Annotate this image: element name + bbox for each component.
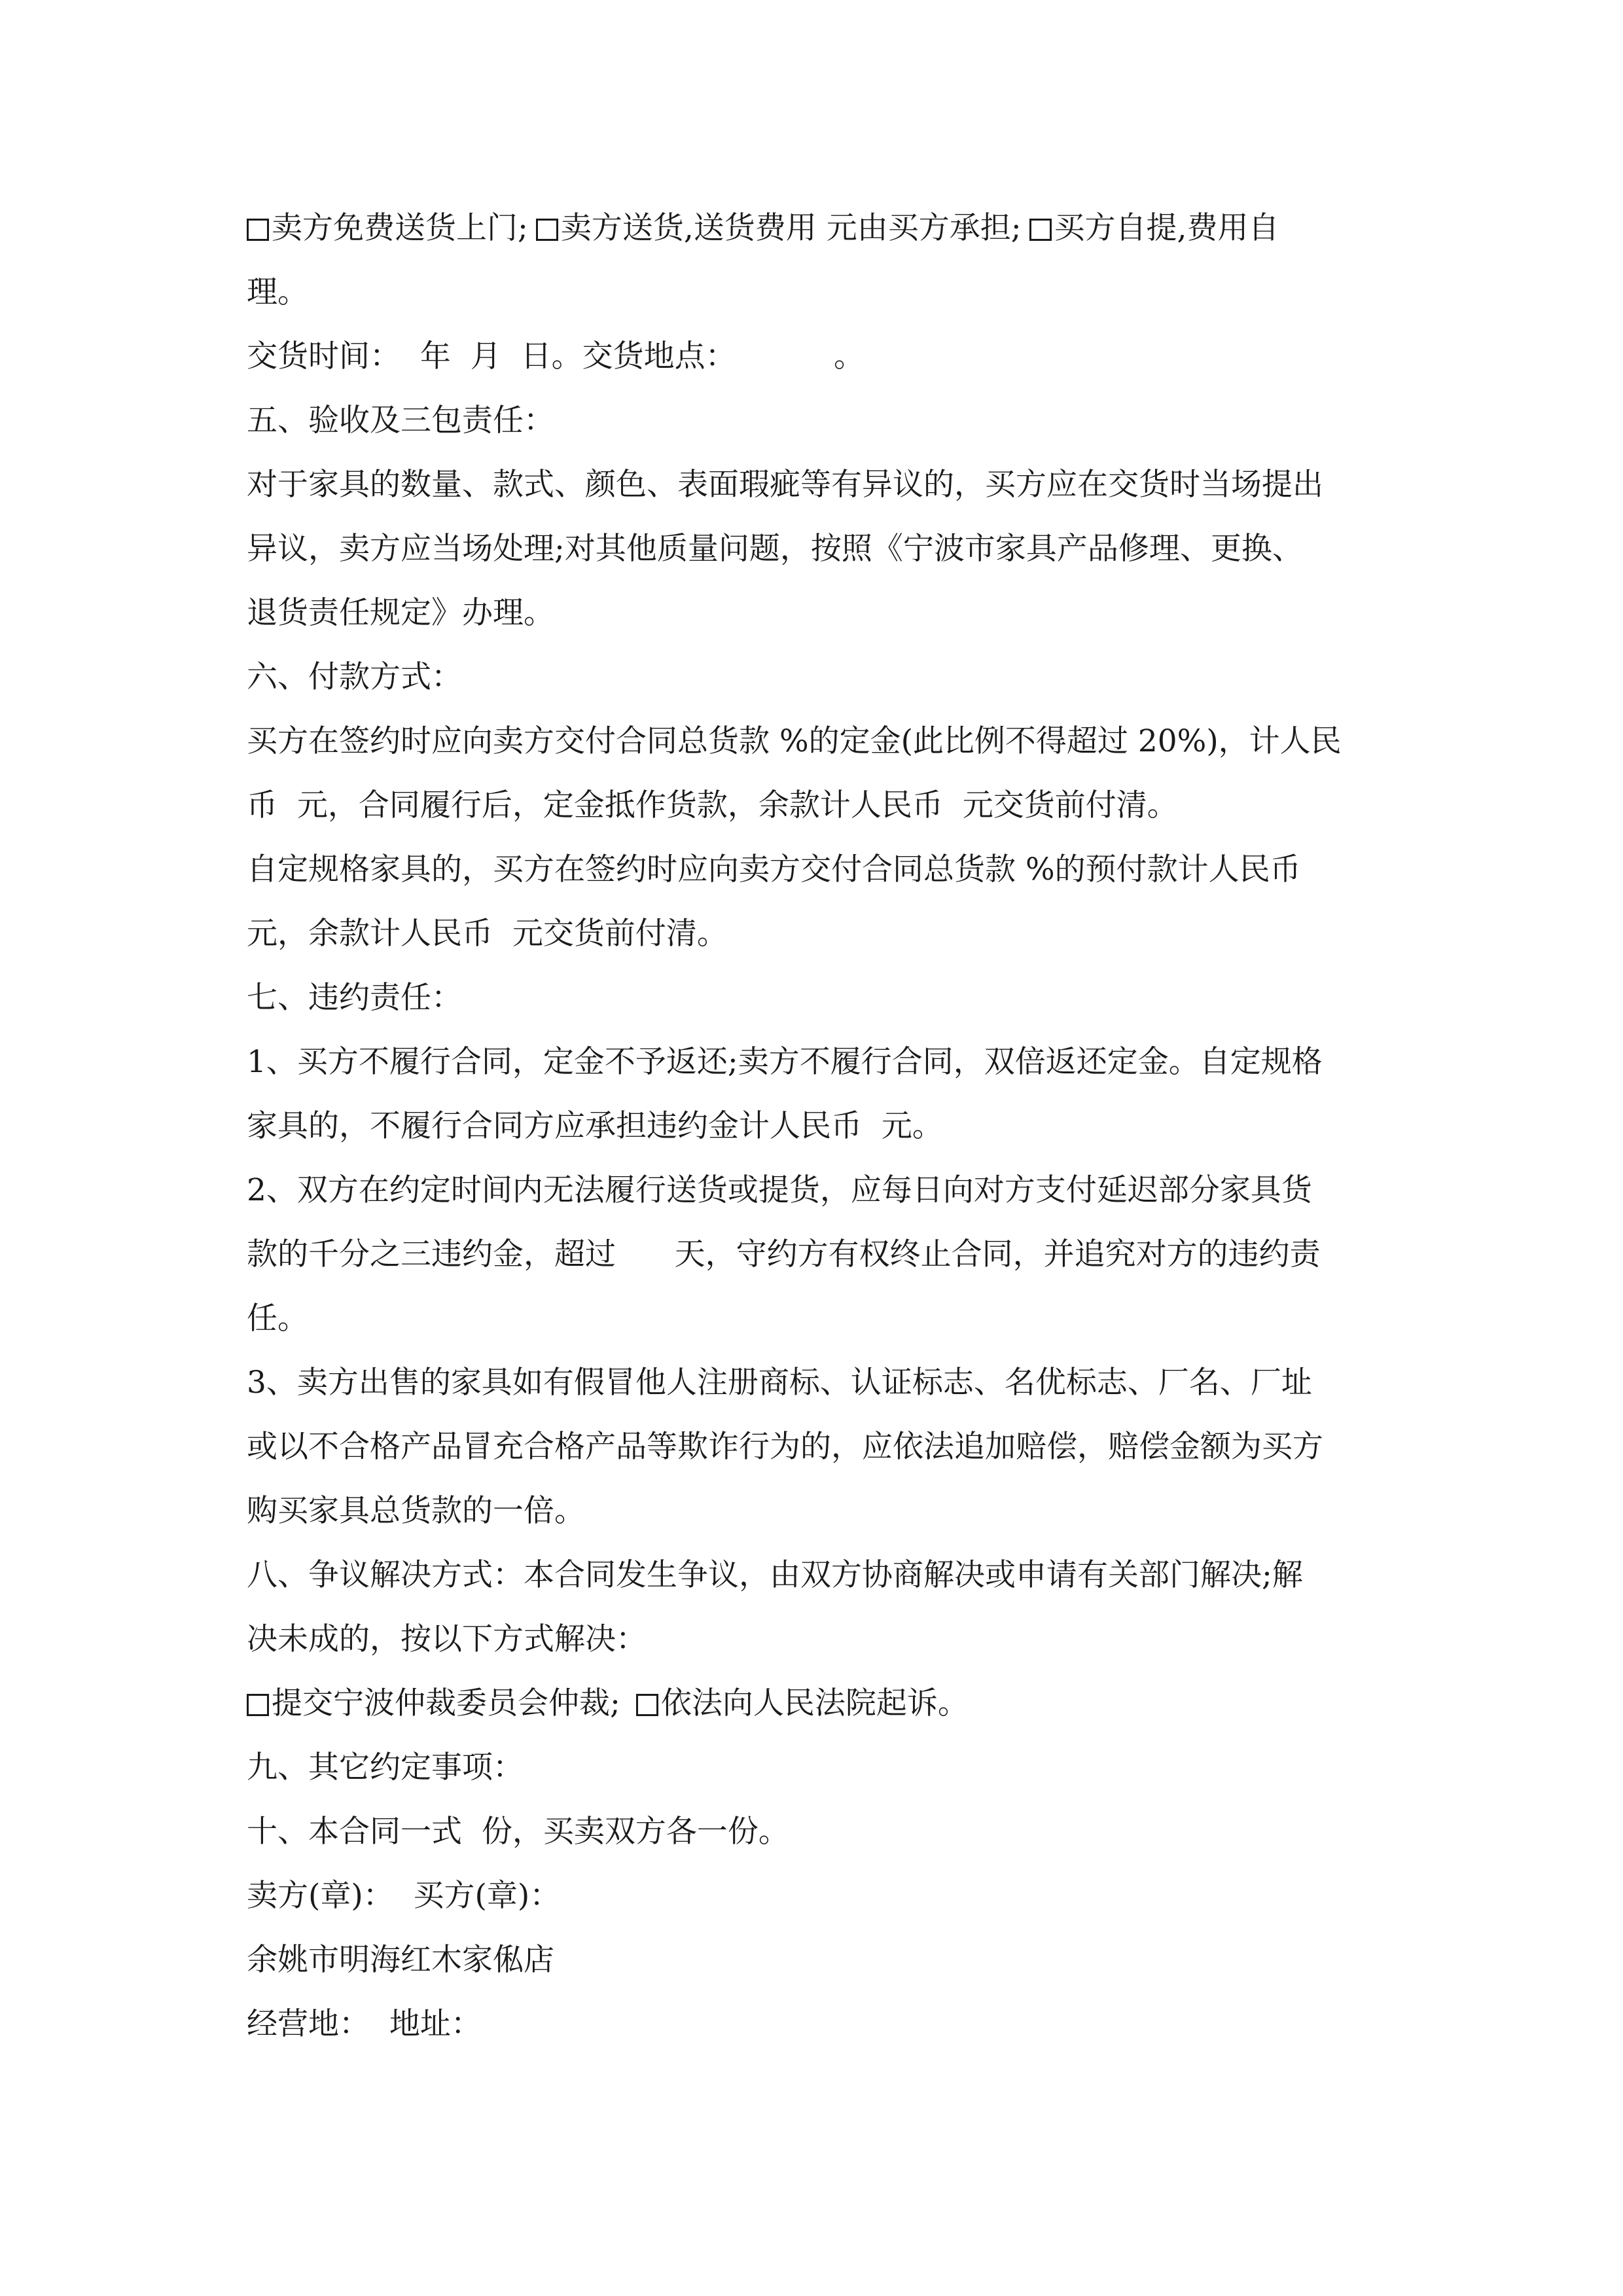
checkbox-empty-icon[interactable]: [247, 1694, 269, 1716]
text-line: 款的千分之三违约金，超过 天，守约方有权终止合同，并追究对方的违约责: [247, 1236, 1321, 1272]
text-line: 家具的，不履行合同方应承担违约金计人民币 元。: [247, 1108, 943, 1144]
section-heading-9: 九、其它约定事项：: [247, 1749, 524, 1785]
section-heading-10: 十、本合同一式 份，买卖双方各一份。: [247, 1814, 789, 1850]
delivery-options-line: [247, 196, 1379, 260]
text-line: 异议，卖方应当场处理;对其他质量问题，按照《宁波市家具产品修理、更换、: [247, 531, 1303, 567]
text-line: 决未成的，按以下方式解决：: [247, 1621, 647, 1657]
checkbox-empty-icon[interactable]: [536, 219, 558, 241]
option-seller-paid-delivery: 卖方送货,送货费用 元由买方承担;: [560, 210, 1022, 246]
text-line: 币 元，合同履行后，定金抵作货款，余款计人民币 元交货前付清。: [247, 787, 1178, 823]
text-line: 购买家具总货款的一倍。: [247, 1493, 585, 1529]
text-line: 买方在签约时应向卖方交付合同总货款 %的定金(此比例不得超过 20%)，计人民: [247, 723, 1342, 759]
section-heading-5: 五、验收及三包责任：: [247, 403, 554, 439]
checkbox-empty-icon[interactable]: [247, 219, 269, 241]
signature-labels: 卖方(章)： 买方(章)：: [247, 1878, 561, 1914]
text-line: 自定规格家具的，买方在签约时应向卖方交付合同总货款 %的预付款计人民币: [247, 852, 1301, 888]
text-line: 理。: [247, 274, 308, 310]
checkbox-empty-icon[interactable]: [1029, 219, 1052, 241]
dispute-options-line: [247, 1672, 1379, 1736]
address-labels: 经营地： 地址：: [247, 2006, 482, 2042]
contract-text: [247, 196, 1379, 2056]
option-buyer-pickup: 买方自提,费用自: [1054, 210, 1279, 246]
option-arbitration: 提交宁波仲裁委员会仲裁;: [272, 1685, 620, 1721]
delivery-time-line: 交货时间： 年 月 日。交货地点： 。: [247, 338, 865, 374]
text-line: 3、卖方出售的家具如有假冒他人注册商标、认证标志、名优标志、厂名、厂址: [247, 1365, 1312, 1401]
seller-name: 余姚市明海红木家俬店: [247, 1942, 554, 1978]
text-line: 或以不合格产品冒充合格产品等欺诈行为的，应依法追加赔偿，赔偿金额为买方: [247, 1429, 1323, 1465]
section-heading-8: 八、争议解决方式：本合同发生争议，由双方协商解决或申请有关部门解决;解: [247, 1557, 1303, 1593]
section-heading-7: 七、违约责任：: [247, 980, 462, 1016]
section-heading-6: 六、付款方式：: [247, 659, 462, 695]
text-line: 元，余款计人民币 元交货前付清。: [247, 916, 728, 952]
checkbox-empty-icon[interactable]: [636, 1694, 658, 1716]
text-line: 任。: [247, 1300, 308, 1336]
text-line: 2、双方在约定时间内无法履行送货或提货，应每日向对方支付延迟部分家具货: [247, 1172, 1312, 1208]
option-court: 依法向人民法院起诉。: [660, 1685, 969, 1721]
option-seller-free-delivery: 卖方免费送货上门;: [272, 210, 528, 246]
text-line: 退货责任规定》办理。: [247, 595, 554, 631]
text-line: 对于家具的数量、款式、颜色、表面瑕疵等有异议的，买方应在交货时当场提出: [247, 467, 1323, 503]
text-line: 1、买方不履行合同，定金不予返还;卖方不履行合同，双倍返还定金。自定规格: [247, 1044, 1323, 1080]
